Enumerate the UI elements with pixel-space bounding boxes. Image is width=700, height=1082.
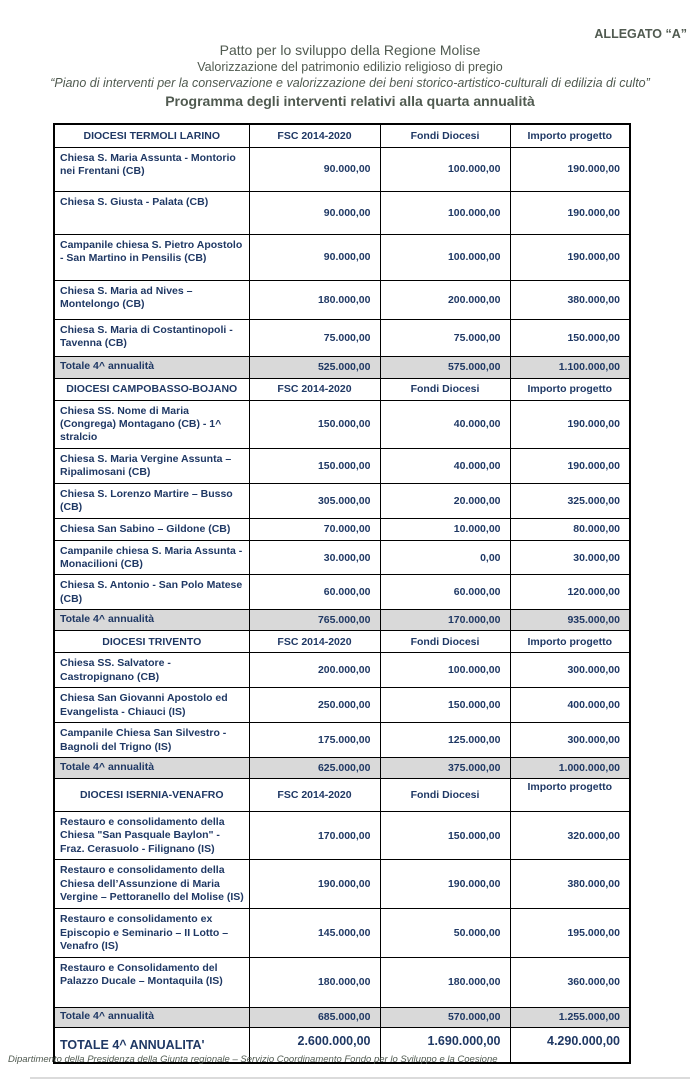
diocese-header-cell: DIOCESI TRIVENTO xyxy=(54,631,249,653)
title-valorizzazione: Valorizzazione del patrimonio edilizio religioso di pregio xyxy=(197,59,503,74)
column-header-cell: Importo progetto xyxy=(510,124,630,147)
funding-table xyxy=(53,123,631,1064)
fondi-amount-cell: 570.000,00 xyxy=(380,1007,510,1027)
fsc-amount-cell: 30.000,00 xyxy=(249,540,380,575)
fondi-amount-cell: 375.000,00 xyxy=(380,757,510,778)
fsc-amount-cell: 250.000,00 xyxy=(249,688,380,723)
column-header-cell: Fondi Diocesi xyxy=(380,778,510,811)
fondi-amount-cell: 1.690.000,00 xyxy=(380,1027,510,1063)
fsc-amount-cell: 190.000,00 xyxy=(249,860,380,909)
fondi-amount-cell: 150.000,00 xyxy=(380,688,510,723)
importo-amount-cell: 190.000,00 xyxy=(510,234,630,280)
fondi-amount-cell: 40.000,00 xyxy=(380,400,510,448)
project-label-cell: Chiesa S. Maria Vergine Assunta – Ripalimosani (CB) xyxy=(54,448,249,483)
project-label-cell: Chiesa S. Lorenzo Martire – Busso (CB) xyxy=(54,483,249,518)
fondi-amount-cell: 20.000,00 xyxy=(380,483,510,518)
fsc-amount-cell: 145.000,00 xyxy=(249,909,380,957)
diocese-header-cell: DIOCESI CAMPOBASSO-BOJANO xyxy=(54,378,249,400)
title-programma: Programma degli interventi relativi alla quarta annualità xyxy=(165,92,535,109)
importo-amount-cell: 360.000,00 xyxy=(510,957,630,1007)
fsc-amount-cell: 180.000,00 xyxy=(249,957,380,1007)
project-row xyxy=(54,280,630,319)
importo-amount-cell: 380.000,00 xyxy=(510,280,630,319)
project-row xyxy=(54,653,630,688)
project-label-cell: Chiesa S. Maria di Costantinopoli - Tavenna (CB) xyxy=(54,319,249,356)
fondi-amount-cell: 50.000,00 xyxy=(380,909,510,957)
total-label-cell: Totale 4^ annualità xyxy=(54,610,249,631)
column-header-cell: FSC 2014-2020 xyxy=(249,124,380,147)
fsc-amount-cell: 625.000,00 xyxy=(249,757,380,778)
importo-amount-cell: 80.000,00 xyxy=(510,518,630,540)
document-header xyxy=(0,42,700,110)
project-label-cell: Chiesa San Giovanni Apostolo ed Evangelista - Chiauci (IS) xyxy=(54,688,249,723)
scan-artifact-line xyxy=(30,1077,690,1079)
fsc-amount-cell: 2.600.000,00 xyxy=(249,1027,380,1063)
fondi-amount-cell: 150.000,00 xyxy=(380,811,510,859)
project-label-cell: Restauro e consolidamento della Chiesa "San Pasquale Baylon" - Fraz. Cerasuolo - Filignano (IS) xyxy=(54,811,249,859)
project-label-cell: Chiesa SS. Salvatore - Castropignano (CB) xyxy=(54,653,249,688)
section-header-row xyxy=(54,378,630,400)
project-label-cell: Chiesa SS. Nome di Maria (Congrega) Montagano (CB) - 1^ stralcio xyxy=(54,400,249,448)
fsc-amount-cell: 150.000,00 xyxy=(249,400,380,448)
fondi-amount-cell: 60.000,00 xyxy=(380,575,510,610)
section-header-row xyxy=(54,778,630,811)
project-label-cell: Campanile chiesa S. Maria Assunta - Monacilioni (CB) xyxy=(54,540,249,575)
column-header-cell: Importo progetto xyxy=(510,631,630,653)
fondi-amount-cell: 40.000,00 xyxy=(380,448,510,483)
section-total-row xyxy=(54,757,630,778)
footer-text: Dipartimento della Presidenza della Giunta regionale – Servizio Coordinamento Fondo per lo Sviluppo e la Coesione xyxy=(8,1054,498,1065)
fondi-amount-cell: 0,00 xyxy=(380,540,510,575)
importo-amount-cell: 190.000,00 xyxy=(510,400,630,448)
project-label-cell: Campanile Chiesa San Silvestro - Bagnoli del Trigno (IS) xyxy=(54,723,249,758)
importo-amount-cell: 300.000,00 xyxy=(510,723,630,758)
importo-amount-cell: 190.000,00 xyxy=(510,191,630,234)
diocese-header-cell: DIOCESI ISERNIA-VENAFRO xyxy=(54,778,249,811)
diocese-header-cell: DIOCESI TERMOLI LARINO xyxy=(54,124,249,147)
project-row xyxy=(54,723,630,758)
fsc-amount-cell: 170.000,00 xyxy=(249,811,380,859)
importo-amount-cell: 4.290.000,00 xyxy=(510,1027,630,1063)
column-header-cell: Fondi Diocesi xyxy=(380,124,510,147)
importo-amount-cell: 400.000,00 xyxy=(510,688,630,723)
fondi-amount-cell: 10.000,00 xyxy=(380,518,510,540)
importo-amount-cell: 300.000,00 xyxy=(510,653,630,688)
fondi-amount-cell: 190.000,00 xyxy=(380,860,510,909)
section-header-row xyxy=(54,124,630,147)
project-row xyxy=(54,860,630,909)
column-header-cell: FSC 2014-2020 xyxy=(249,378,380,400)
importo-amount-cell: 190.000,00 xyxy=(510,448,630,483)
fondi-amount-cell: 100.000,00 xyxy=(380,147,510,191)
total-label-cell: Totale 4^ annualità xyxy=(54,757,249,778)
project-row xyxy=(54,957,630,1007)
column-header-cell: Importo progetto xyxy=(510,778,630,811)
fsc-amount-cell: 90.000,00 xyxy=(249,147,380,191)
project-row xyxy=(54,191,630,234)
fsc-amount-cell: 765.000,00 xyxy=(249,610,380,631)
fondi-amount-cell: 100.000,00 xyxy=(380,653,510,688)
fsc-amount-cell: 180.000,00 xyxy=(249,280,380,319)
project-row xyxy=(54,575,630,610)
project-label-cell: Chiesa S. Maria Assunta - Montorio nei Frentani (CB) xyxy=(54,147,249,191)
project-label-cell: Restauro e Consolidamento del Palazzo Ducale – Montaquila (IS) xyxy=(54,957,249,1007)
fsc-amount-cell: 175.000,00 xyxy=(249,723,380,758)
project-label-cell: Restauro e consolidamento ex Episcopio e Seminario – II Lotto – Venafro (IS) xyxy=(54,909,249,957)
fsc-amount-cell: 200.000,00 xyxy=(249,653,380,688)
project-row xyxy=(54,147,630,191)
importo-amount-cell: 1.255.000,00 xyxy=(510,1007,630,1027)
fondi-amount-cell: 125.000,00 xyxy=(380,723,510,758)
importo-amount-cell: 325.000,00 xyxy=(510,483,630,518)
project-label-cell: Restauro e consolidamento della Chiesa dell’Assunzione di Maria Vergine – Pettoranello del Molise (IS) xyxy=(54,860,249,909)
fsc-amount-cell: 685.000,00 xyxy=(249,1007,380,1027)
project-row xyxy=(54,400,630,448)
column-header-cell: FSC 2014-2020 xyxy=(249,778,380,811)
total-label-cell: TOTALE 4^ ANNUALITA' xyxy=(54,1027,249,1063)
allegato-label: ALLEGATO “A” xyxy=(594,27,687,41)
project-row xyxy=(54,909,630,957)
fondi-amount-cell: 100.000,00 xyxy=(380,191,510,234)
fsc-amount-cell: 525.000,00 xyxy=(249,356,380,378)
project-label-cell: Chiesa S. Maria ad Nives – Montelongo (CB) xyxy=(54,280,249,319)
project-label-cell: Chiesa S. Giusta - Palata (CB) xyxy=(54,191,249,234)
fsc-amount-cell: 90.000,00 xyxy=(249,234,380,280)
section-total-row xyxy=(54,1007,630,1027)
project-row xyxy=(54,811,630,859)
fsc-amount-cell: 150.000,00 xyxy=(249,448,380,483)
project-label-cell: Chiesa San Sabino – Gildone (CB) xyxy=(54,518,249,540)
total-label-cell: Totale 4^ annualità xyxy=(54,356,249,378)
column-header-cell: Importo progetto xyxy=(510,378,630,400)
column-header-cell: Fondi Diocesi xyxy=(380,631,510,653)
fondi-amount-cell: 575.000,00 xyxy=(380,356,510,378)
importo-amount-cell: 150.000,00 xyxy=(510,319,630,356)
fondi-amount-cell: 75.000,00 xyxy=(380,319,510,356)
project-label-cell: Campanile chiesa S. Pietro Apostolo - San Martino in Pensilis (CB) xyxy=(54,234,249,280)
section-header-row xyxy=(54,631,630,653)
importo-amount-cell: 195.000,00 xyxy=(510,909,630,957)
project-label-cell: Chiesa S. Antonio - San Polo Matese (CB) xyxy=(54,575,249,610)
fondi-amount-cell: 100.000,00 xyxy=(380,234,510,280)
title-piano-quote: “Piano di interventi per la conservazione e valorizzazione dei beni storico-artistico-culturali di edilizia di culto” xyxy=(50,75,650,90)
section-total-row xyxy=(54,610,630,631)
importo-amount-cell: 1.000.000,00 xyxy=(510,757,630,778)
project-row xyxy=(54,483,630,518)
section-total-row xyxy=(54,356,630,378)
fsc-amount-cell: 305.000,00 xyxy=(249,483,380,518)
importo-amount-cell: 1.100.000,00 xyxy=(510,356,630,378)
importo-amount-cell: 190.000,00 xyxy=(510,147,630,191)
importo-amount-cell: 320.000,00 xyxy=(510,811,630,859)
project-row xyxy=(54,540,630,575)
importo-amount-cell: 120.000,00 xyxy=(510,575,630,610)
fondi-amount-cell: 180.000,00 xyxy=(380,957,510,1007)
fsc-amount-cell: 75.000,00 xyxy=(249,319,380,356)
fsc-amount-cell: 60.000,00 xyxy=(249,575,380,610)
importo-amount-cell: 935.000,00 xyxy=(510,610,630,631)
project-row xyxy=(54,234,630,280)
project-row xyxy=(54,448,630,483)
project-row xyxy=(54,319,630,356)
importo-amount-cell: 30.000,00 xyxy=(510,540,630,575)
project-row xyxy=(54,688,630,723)
total-label-cell: Totale 4^ annualità xyxy=(54,1007,249,1027)
importo-amount-cell: 380.000,00 xyxy=(510,860,630,909)
column-header-cell: Fondi Diocesi xyxy=(380,378,510,400)
title-patto: Patto per lo sviluppo della Regione Molise xyxy=(219,42,481,58)
fondi-amount-cell: 170.000,00 xyxy=(380,610,510,631)
fsc-amount-cell: 70.000,00 xyxy=(249,518,380,540)
fsc-amount-cell: 90.000,00 xyxy=(249,191,380,234)
fondi-amount-cell: 200.000,00 xyxy=(380,280,510,319)
column-header-cell: FSC 2014-2020 xyxy=(249,631,380,653)
funding-table-body xyxy=(54,124,630,1063)
project-row xyxy=(54,518,630,540)
